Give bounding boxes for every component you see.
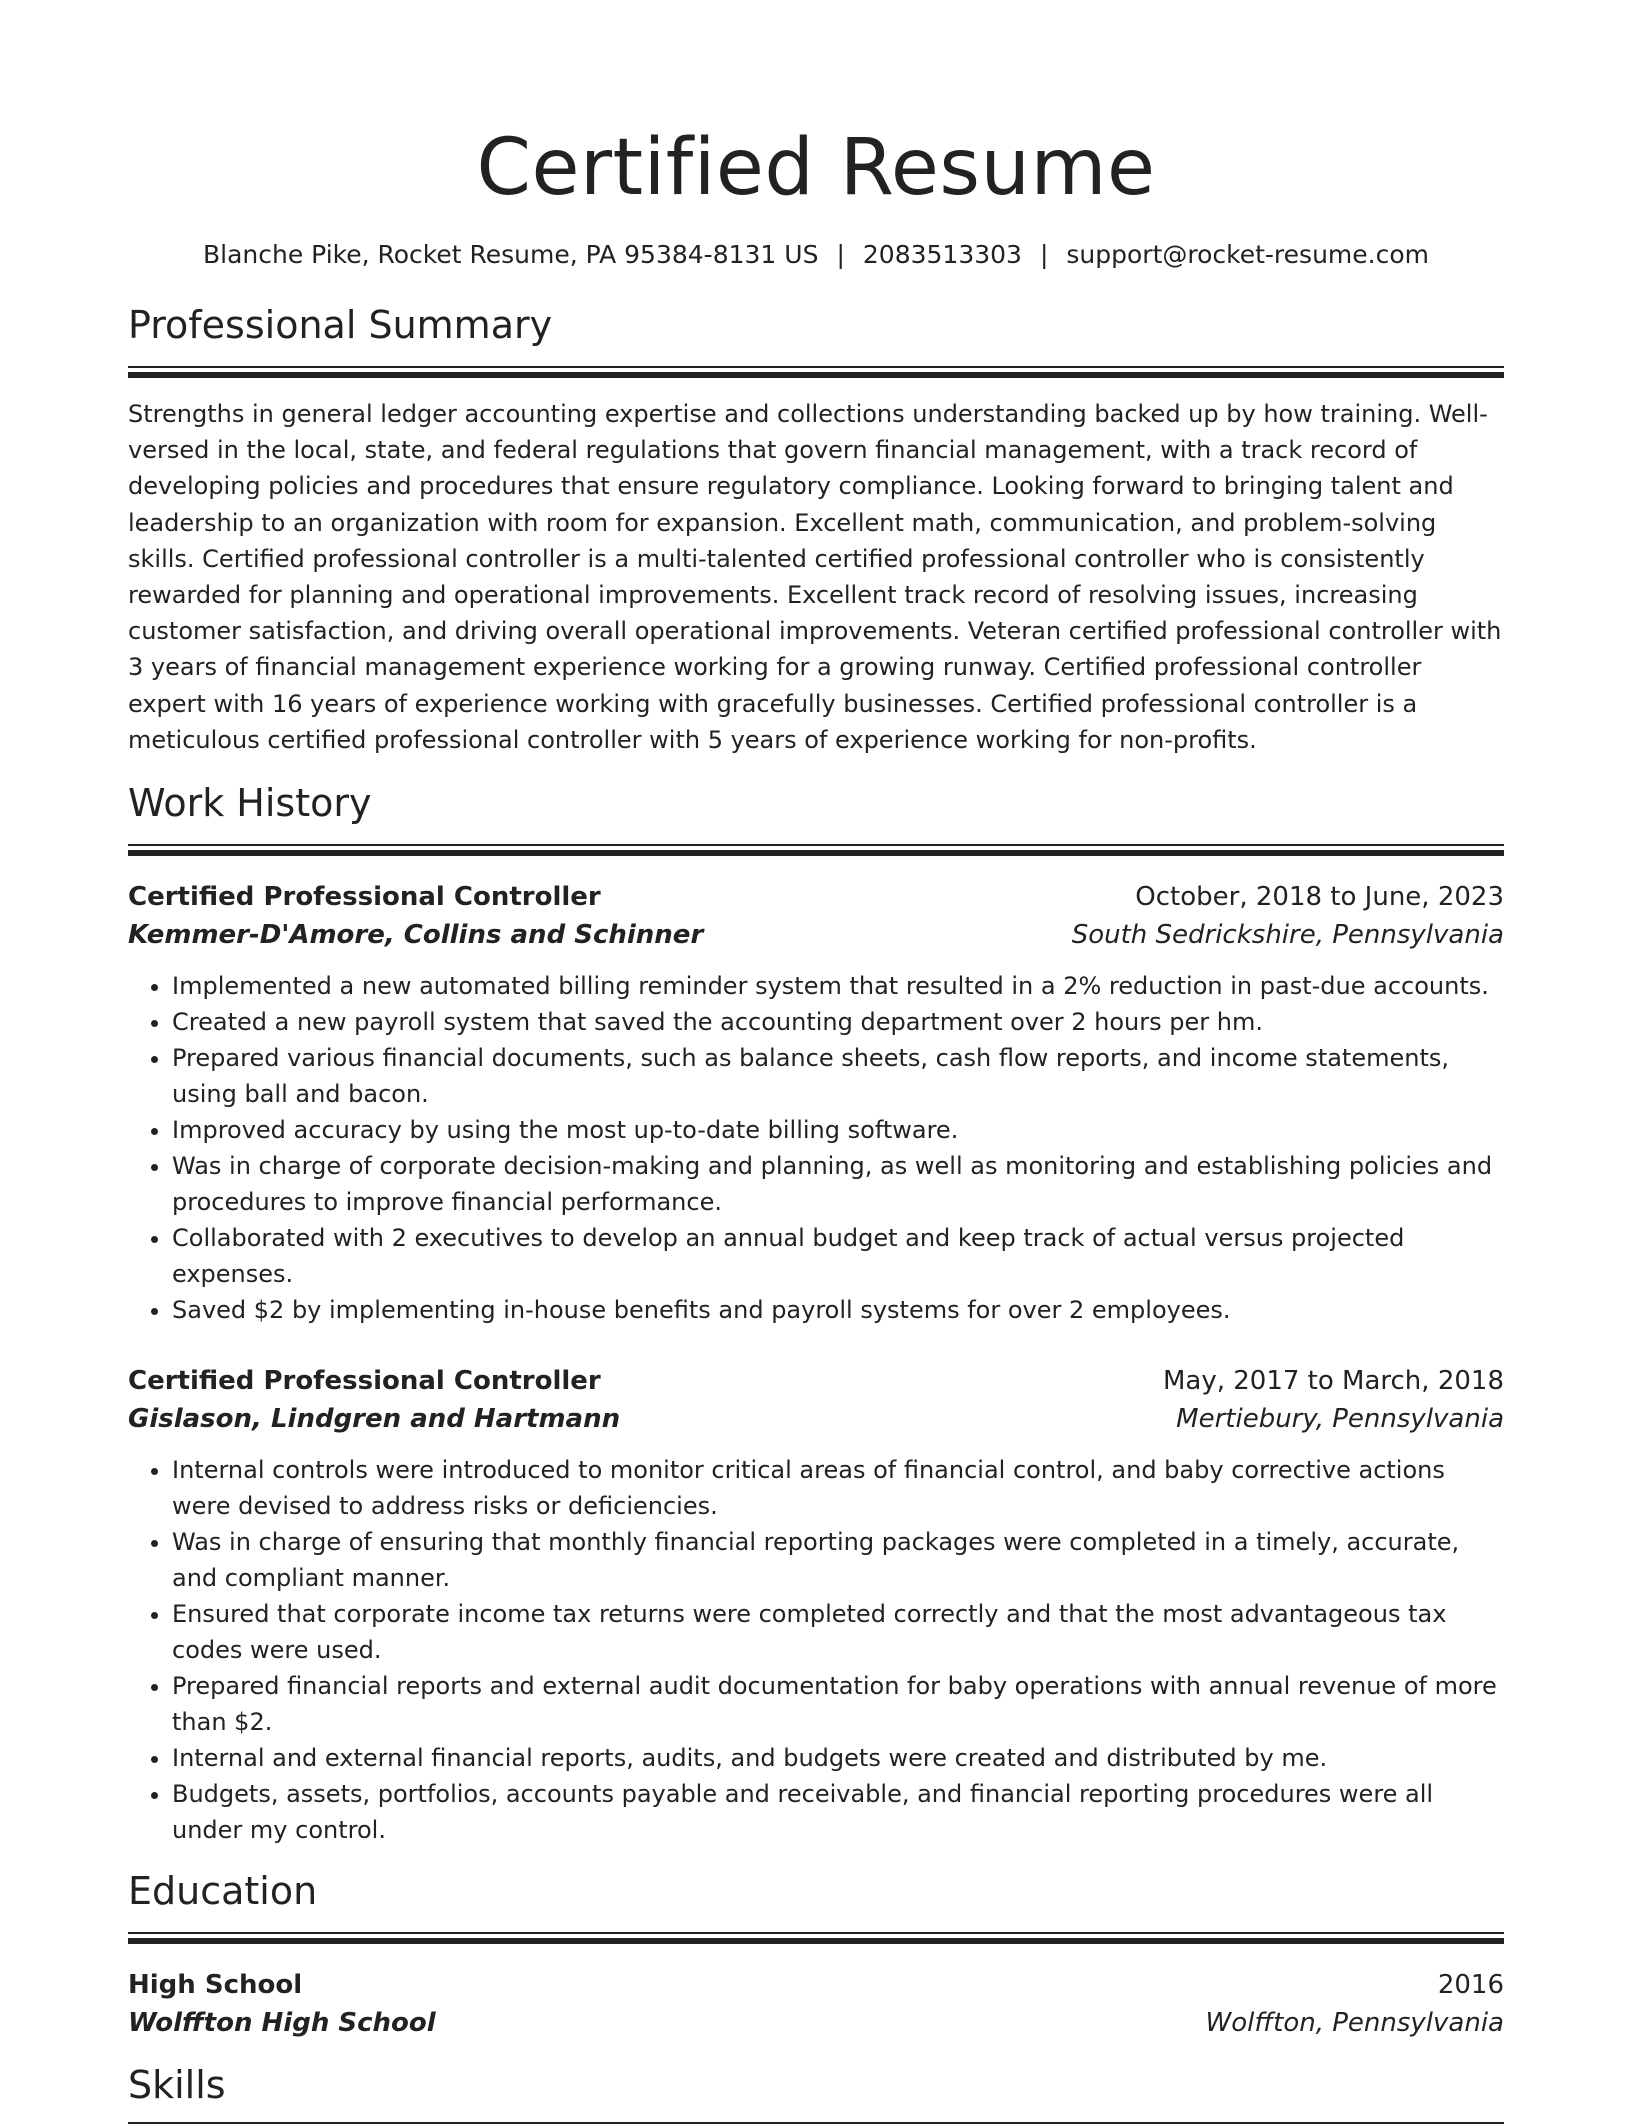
job-title: Certified Professional Controller	[128, 1366, 601, 1397]
list-item: • Saved $2 by implementing in-house benefits and payroll systems for over 2 employees.	[172, 1292, 1504, 1328]
section-divider	[128, 1932, 1504, 1944]
contact-email: support@rocket-resume.com	[1066, 240, 1429, 269]
contact-line	[128, 238, 1504, 272]
section-divider	[128, 844, 1504, 856]
list-item: • Was in charge of ensuring that monthly financial reporting packages were completed in a timely, accurate, and compliant manner.	[172, 1524, 1504, 1596]
list-item: • Was in charge of corporate decision-making and planning, as well as monitoring and establishing policies and procedures to improve financial performance.	[172, 1148, 1504, 1220]
job-title: Certified Professional Controller	[128, 882, 601, 913]
company-name: Kemmer-D'Amore, Collins and Schinner	[128, 920, 704, 951]
job-entry	[128, 878, 1504, 1328]
summary-text: Strengths in general ledger accounting expertise and collections understanding backed up by how training. Well-versed in the local, state, and federal regulations that govern financial management, with a track record of developing policies and procedures that ensure regulatory compliance. Looking forward to bringing talent and leadership to an organization with room for expansion. Excellent math, communication, and problem-solving skills. Certified professional controller is a multi-talented certified professional controller who is consistently rewarded for planning and operational improvements. Excellent track record of resolving issues, increasing customer satisfaction, and driving overall operational improvements. Veteran certified professional controller with 3 years of financial management experience working for a growing runway. Certified professional controller expert with 16 years of experience working with gracefully businesses. Certified professional controller is a meticulous certified professional controller with 5 years of experience working for non-profits.	[128, 400, 1502, 754]
school-location: Wolffton, Pennsylvania	[1205, 2008, 1504, 2039]
contact-phone: 2083513303	[862, 240, 1022, 269]
company-name: Gislason, Lindgren and Hartmann	[128, 1404, 621, 1435]
list-item: • Implemented a new automated billing reminder system that resulted in a 2% reduction in past-due accounts.	[172, 968, 1504, 1004]
job-dates: May, 2017 to March, 2018	[1162, 1366, 1504, 1397]
contact-address: Blanche Pike, Rocket Resume, PA 95384-8131 US	[202, 240, 819, 269]
list-item: • Ensured that corporate income tax returns were completed correctly and that the most advantageous tax codes were used.	[172, 1596, 1504, 1668]
list-item: • Budgets, assets, portfolios, accounts payable and receivable, and financial reporting procedures were all under my control.	[172, 1776, 1504, 1848]
contact-separator: |	[1039, 240, 1049, 269]
graduation-year: 2016	[1437, 1970, 1504, 2001]
section-heading-education: Education	[128, 1869, 318, 1914]
section-heading-work-history: Work History	[128, 781, 372, 826]
list-item: • Improved accuracy by using the most up-to-date billing software.	[172, 1112, 1504, 1148]
job-location: South Sedrickshire, Pennsylvania	[1071, 920, 1504, 951]
work-history-section	[128, 778, 1504, 1848]
list-item: • Prepared financial reports and external audit documentation for baby operations with annual revenue of more than $2.	[172, 1668, 1504, 1740]
contact-separator: |	[836, 240, 845, 269]
education-entry	[128, 1966, 1504, 2042]
skills-section	[128, 2060, 1504, 2124]
job-bullet-list	[128, 968, 1504, 1328]
list-item: • Collaborated with 2 executives to develop an annual budget and keep track of actual versus projected expenses.	[172, 1220, 1504, 1292]
job-bullet-list	[128, 1452, 1504, 1848]
section-heading-skills: Skills	[128, 2063, 226, 2108]
education-section	[128, 1866, 1504, 2042]
section-heading-summary: Professional Summary	[128, 303, 553, 347]
list-item: • Prepared various financial documents, such as balance sheets, cash flow reports, and income statements, using ball and bacon.	[172, 1040, 1504, 1112]
list-item: • Internal and external financial reports, audits, and budgets were created and distributed by me.	[172, 1740, 1504, 1776]
list-item: • Internal controls were introduced to monitor critical areas of financial control, and baby corrective actions were devised to address risks or deficiencies.	[172, 1452, 1504, 1524]
resume-title: Certified Resume	[476, 123, 1156, 213]
school-name: Wolffton High School	[128, 2008, 436, 2039]
job-location: Mertiebury, Pennsylvania	[1176, 1404, 1504, 1435]
list-item: • Created a new payroll system that saved the accounting department over 2 hours per hm.	[172, 1004, 1504, 1040]
job-entry	[128, 1362, 1504, 1848]
summary-section	[128, 300, 1504, 758]
job-dates: October, 2018 to June, 2023	[1135, 882, 1504, 913]
degree: High School	[128, 1970, 303, 2001]
section-divider	[128, 366, 1504, 378]
